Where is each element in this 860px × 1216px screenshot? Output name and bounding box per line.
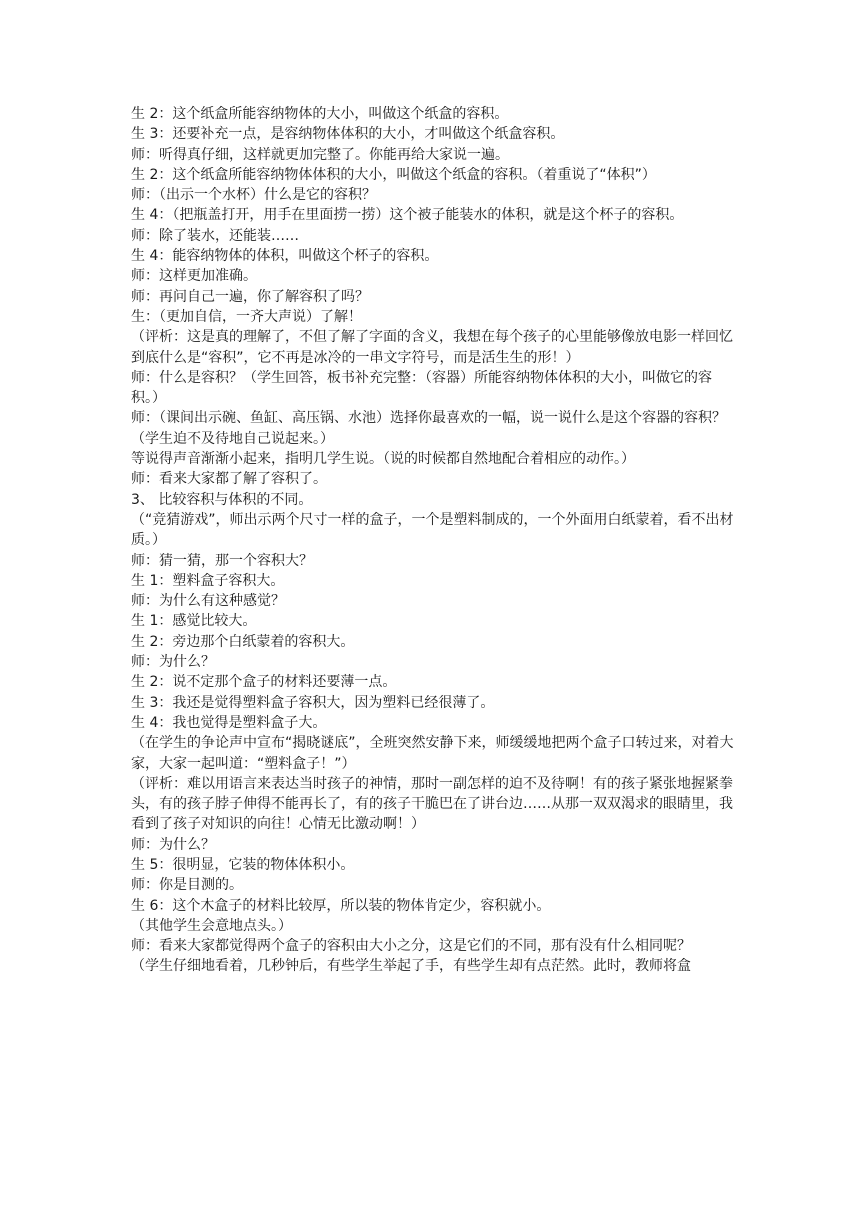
text-line: 师：除了装水，还能装…… [131,227,299,244]
text-line: 师：这样更加准确。 [131,268,257,285]
text-line: 师：（课间出示碗、鱼缸、高压锅、水池）选择你最喜欢的一幅，说一说什么是这个容器的容积？ [131,410,726,427]
text-line: 生 2：说不定那个盒子的材料还要薄一点。 [131,674,397,691]
text-line: 生 2：这个纸盒所能容纳物体的大小，叫做这个纸盒的容积。 [131,106,509,122]
text-line: 师：看来大家都了解了容积了。 [131,471,327,488]
comment-paragraph: （评析：这是真的理解了，不但了解了字面的含义，我想在每个孩子的心里能够像放电影一样回忆到底什么是“容积”，它不再是冰冷的一串文字符号，而是活生生的形！） [131,329,733,366]
text-line: （其他学生会意地点头。） [131,917,292,934]
text-line: （学生迫不及待地自己说起来。） [131,430,334,447]
text-line: （“竞猜游戏”，师出示两个尺寸一样的盒子，一个是塑料制成的，一个外面用白纸蒙着，看不出材质。） [131,511,734,549]
section-heading: 3、 比较容积与体积的不同。 [131,491,313,508]
text-line: 师：看来大家都觉得两个盒子的容积由大小之分，这是它们的不同，那有没有什么相同呢？ [131,938,691,955]
text-line: 生 2：旁边那个白纸蒙着的容积大。 [131,633,355,650]
text-line: 生 4：我也觉得是塑料盒子大。 [131,714,327,731]
text-line: 师：（出示一个水杯）什么是它的容积？ [131,187,376,204]
text-line: 生 1：塑料盒子容积大。 [131,572,285,589]
document-body [131,104,735,977]
text-line: （学生仔细地看着，几秒钟后，有些学生举起了手，有些学生却有点茫然。此时，教师将盒 [131,958,691,975]
text-line: 生 4：能容纳物体的体积，叫做这个杯子的容积。 [131,248,439,265]
text-line: 师：再问自己一遍，你了解容积了吗？ [131,288,369,305]
text-line: 师：你是目测的。 [131,877,243,894]
text-line: 生 1：感觉比较大。 [131,613,257,630]
text-line: 师：为什么有这种感觉？ [131,593,285,610]
text-line: 生 3：还要补充一点，是容纳物体体积的大小，才叫做这个纸盒容积。 [131,126,565,143]
text-line: 师：为什么？ [131,654,215,671]
text-line: （在学生的争论声中宣布“揭晓谜底”，全班突然安静下来，师缓缓地把两个盒子口转过来，对着大家，大家一起叫道：“塑料盒子！”） [131,735,734,772]
text-line: 生 5：很明显，它装的物体体积小。 [131,856,355,873]
text-line: 生：（更加自信，一齐大声说）了解！ [131,308,362,325]
text-line: 生 4：（把瓶盖打开，用手在里面捞一捞）这个被子能装水的体积，就是这个杯子的容积。 [131,207,684,224]
text-line: 生 2：这个纸盒所能容纳物体体积的大小，叫做这个纸盒的容积。（着重说了“体积”） [131,166,656,183]
text-line: 等说得声音渐渐小起来，指明几学生说。（说的时候都自然地配合着相应的动作。） [131,451,635,468]
text-line: 师：为什么？ [131,836,215,853]
text-line: 师：什么是容积？（学生回答，板书补充完整：（容器）所能容纳物体体积的大小，叫做它的容积。） [131,369,712,407]
text-line: 生 3：我还是觉得塑料盒子容积大，因为塑料已经很薄了。 [131,694,495,711]
comment-paragraph: （评析：难以用语言来表达当时孩子的神情，那时一副怎样的迫不及待啊！有的孩子紧张地握紧拳头，有的孩子脖子伸得不能再长了，有的孩子干脆巴在了讲台边……从那一双双渴求的眼睛里，我看到了孩子对知识的向往！心情无比激动啊！） [131,775,733,833]
text-line: 生 6：这个木盒子的材料比较厚，所以装的物体肯定少，容积就小。 [131,897,551,914]
text-line: 师：猜一猜，那一个容积大？ [131,552,313,569]
text-line: 师：听得真仔细，这样就更加完整了。你能再给大家说一遍。 [131,146,509,163]
